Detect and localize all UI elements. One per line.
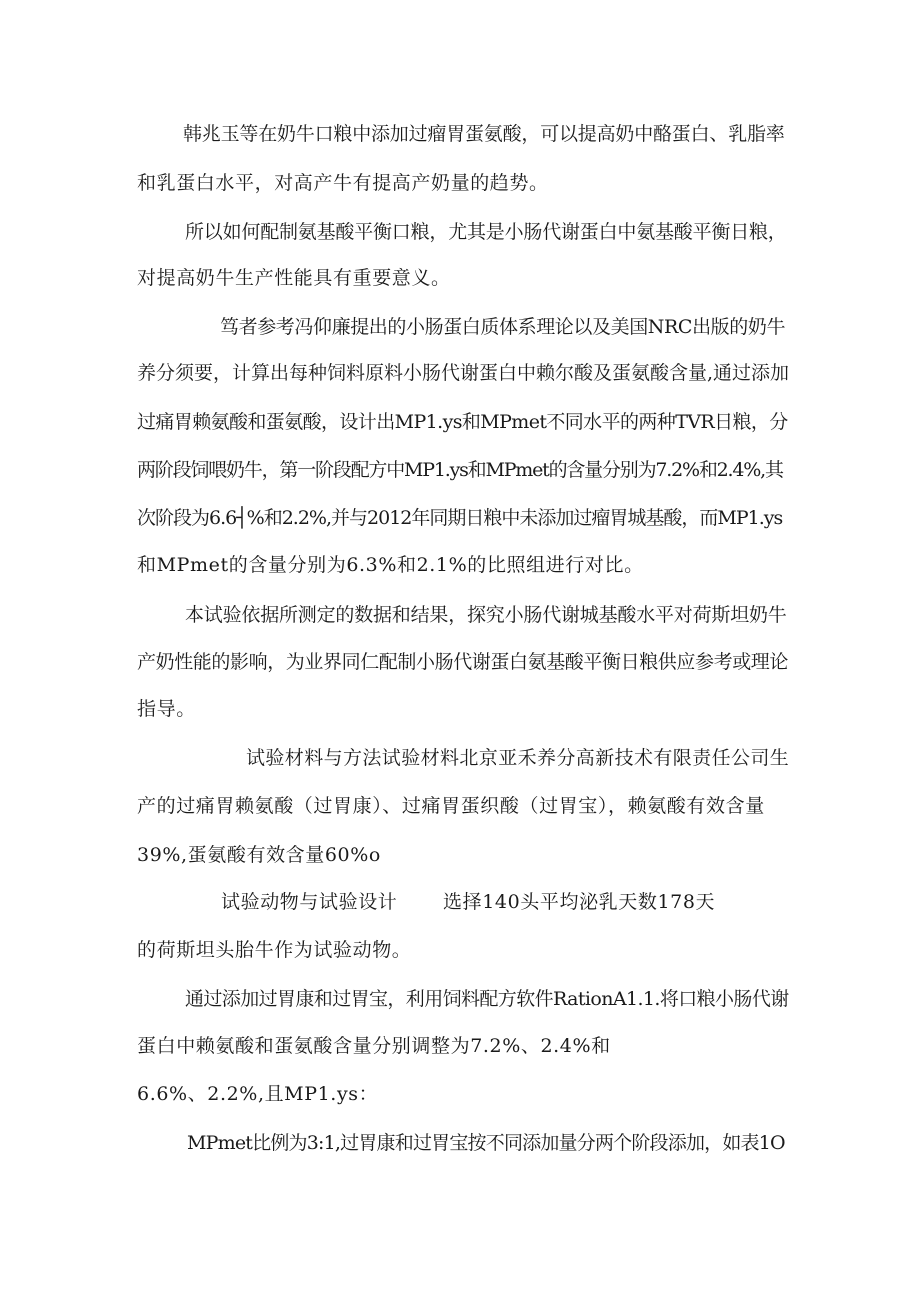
paragraph-line: 对提高奶牛生产性能具有重要意义。 (137, 267, 451, 289)
paragraph-line: 次阶段为6.6┤%和2.2%,并与2012年同期日粮中未添加过瘤胃城基酸，而MP1.ys (137, 507, 783, 529)
section-heading: 试验动物与试验设计 (221, 891, 398, 913)
paragraph-line: 和乳蛋白水平，对高产牛有提高产奶量的趋势。 (137, 172, 549, 194)
paragraph-line: 和MPmet的含量分别为6.3%和2.1%的比照组进行对比。 (137, 554, 644, 576)
paragraph-line: 韩兆玉等在奶牛口粮中添加过瘤胃蛋氨酸，可以提高奶中酪蛋白、乳脂率 (183, 123, 785, 145)
paragraph-line: 过痛胃赖氨酸和蛋氨酸，设计出MP1.ys和MPmet不同水平的两种TVR日粮，分 (137, 411, 788, 433)
paragraph-line: 通过添加过胃康和过胃宝，利用饲料配方软件RationA1.1.将口粮小肠代谢 (185, 988, 789, 1010)
paragraph-line: 蛋白中赖氨酸和蛋氨酸含量分别调整为7.2%、2.4%和 (137, 1035, 611, 1057)
paragraph-line: 选择140头平均泌乳天数178天 (443, 891, 716, 913)
paragraph-line: MPmet比例为3:1,过胃康和过胃宝按不同添加量分两个阶段添加，如表1O (187, 1132, 785, 1154)
paragraph-line: 的荷斯坦头胎牛作为试验动物。 (137, 939, 412, 961)
paragraph-line: 养分须要，计算出每种饲料原料小肠代谢蛋白中赖尔酸及蛋氨酸含量,通过添加 (137, 362, 790, 384)
paragraph-line: 本试验依据所测定的数据和结果，探究小肠代谢城基酸水平对荷斯坦奶牛 (185, 604, 787, 626)
paragraph-line: 产的过痛胃赖氨酸（过胃康）、过痛胃蛋织酸（过胃宝），赖氨酸有效含量 (137, 795, 765, 817)
paragraph-line: 产奶性能的影响，为业界同仁配制小肠代谢蛋白氨基酸平衡日粮供应参考或理论 (137, 651, 789, 673)
paragraph-line: 两阶段饲喂奶牛，第一阶段配方中MP1.ys和MPmet的含量分别为7.2%和2.4%,其 (137, 459, 783, 481)
paragraph-line: 试验材料与方法试验材料北京亚禾养分高新技术有限责任公司生 (246, 747, 790, 769)
paragraph-line: 所以如何配制氨基酸平衡口粮，尤其是小肠代谢蛋白中氨基酸平衡日粮， (185, 221, 787, 243)
paragraph-line: 笃者参考冯仰廉提出的小肠蛋白质体系理论以及美国NRC出版的奶牛 (220, 316, 786, 338)
paragraph-line: 6.6%、2.2%,且MP1.ys： (137, 1083, 379, 1105)
paragraph-line: 指导。 (137, 698, 196, 720)
paragraph-line: 39%,蛋氨酸有效含量60%o (137, 844, 381, 866)
